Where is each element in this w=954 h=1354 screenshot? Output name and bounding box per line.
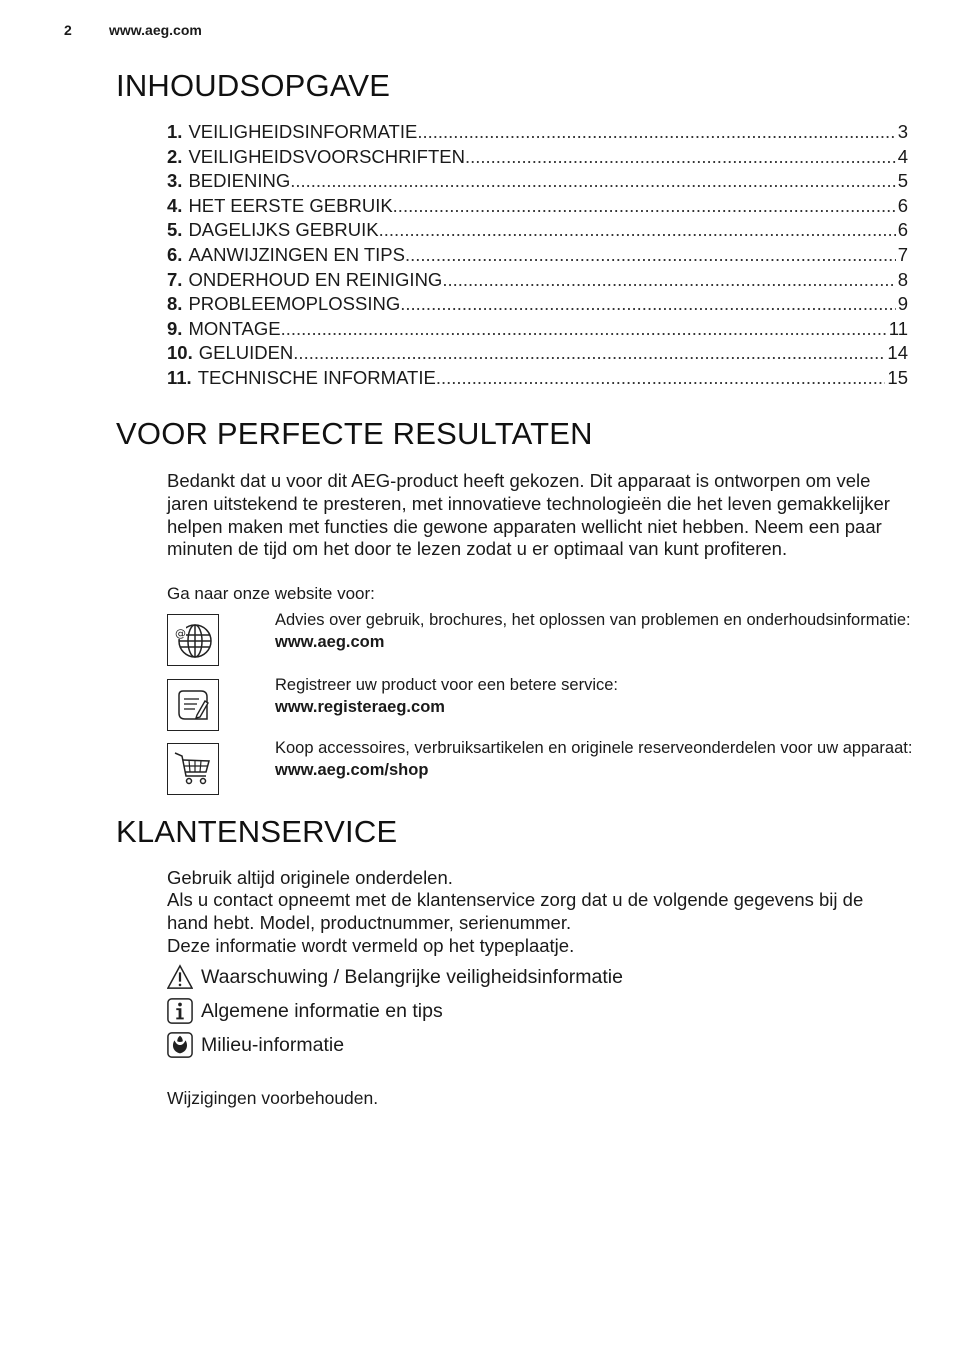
link-url[interactable]: www.registeraeg.com [275, 697, 445, 716]
symbol-label: Waarschuwing / Belangrijke veiligheidsinformatie [201, 965, 623, 988]
service-line-1: Gebruik altijd originele onderdelen. [167, 867, 453, 888]
link-description: Registreer uw product voor een betere service: [275, 676, 619, 694]
table-of-contents [167, 120, 908, 391]
link-description: Koop accessoires, verbruiksartikelen en originele reserveonderdelen voor uw apparaat: [275, 739, 913, 757]
toc-item[interactable]: 2. VEILIGHEIDSVOORSCHRIFTEN ..... 4 [167, 145, 908, 170]
website-label: Ga naar onze website voor: [167, 584, 375, 603]
toc-item[interactable]: 9. MONTAGE ..... 11 [167, 317, 908, 342]
symbol-row [167, 1031, 344, 1059]
service-line-2: Als u contact opneemt met de klantenservice zorg dat u de volgende gegevens bij de hand hebt. Model, productnummer, serienummer. [167, 889, 864, 933]
link-item [275, 738, 915, 782]
toc-item[interactable]: 4. HET EERSTE GEBRUIK ..... 6 [167, 194, 908, 219]
page-number: 2 [64, 22, 72, 38]
link-description: Advies over gebruik, brochures, het oplossen van problemen en onderhoudsinformatie: [275, 611, 911, 629]
results-intro: Bedankt dat u voor dit AEG-product heeft gekozen. Dit apparaat is ontworpen om vele jaren uitstekend te presteren, met innovatieve technologieën die het leven gemakkelijker helpen maken met functies die gewone apparaten wellicht niet hebben. Neem een paar minuten de tijd om het door te lezen zodat u er optimaal van kunt profiteren. [167, 470, 890, 560]
symbol-label: Algemene informatie en tips [201, 999, 443, 1022]
results-title: VOOR PERFECTE RESULTATEN [116, 416, 593, 451]
toc-item[interactable]: 3. BEDIENING ..... 5 [167, 169, 908, 194]
footer-note: Wijzigingen voorbehouden. [167, 1088, 379, 1108]
symbol-row [167, 963, 623, 991]
service-title: KLANTENSERVICE [116, 814, 398, 849]
toc-item[interactable]: 8. PROBLEEMOPLOSSING ..... 9 [167, 292, 908, 317]
link-url[interactable]: www.aeg.com/shop [275, 760, 429, 779]
environment-icon [167, 1031, 193, 1059]
toc-item[interactable]: 5. DAGELIJKS GEBRUIK ..... 6 [167, 218, 908, 243]
link-url[interactable]: www.aeg.com [275, 632, 385, 651]
toc-item[interactable]: 6. AANWIJZINGEN EN TIPS ..... 7 [167, 243, 908, 268]
header-url[interactable]: www.aeg.com [109, 22, 202, 38]
cart-icon [167, 743, 219, 795]
warning-icon [167, 963, 193, 991]
toc-item[interactable]: 11. TECHNISCHE INFORMATIE ..... 15 [167, 366, 908, 391]
symbol-row [167, 997, 443, 1025]
globe-icon [167, 614, 219, 666]
link-item [275, 675, 915, 719]
toc-title: INHOUDSOPGAVE [116, 68, 391, 103]
svg-text:@: @ [175, 627, 186, 640]
service-line-3: Deze informatie wordt vermeld op het typeplaatje. [167, 935, 575, 956]
toc-item[interactable]: 1. VEILIGHEIDSINFORMATIE ..... 3 [167, 120, 908, 145]
toc-item[interactable]: 10. GELUIDEN ..... 14 [167, 341, 908, 366]
toc-item[interactable]: 7. ONDERHOUD EN REINIGING ..... 8 [167, 268, 908, 293]
link-item [275, 610, 915, 654]
symbol-label: Milieu-informatie [201, 1033, 345, 1056]
info-icon [167, 997, 193, 1025]
register-icon [167, 679, 219, 731]
